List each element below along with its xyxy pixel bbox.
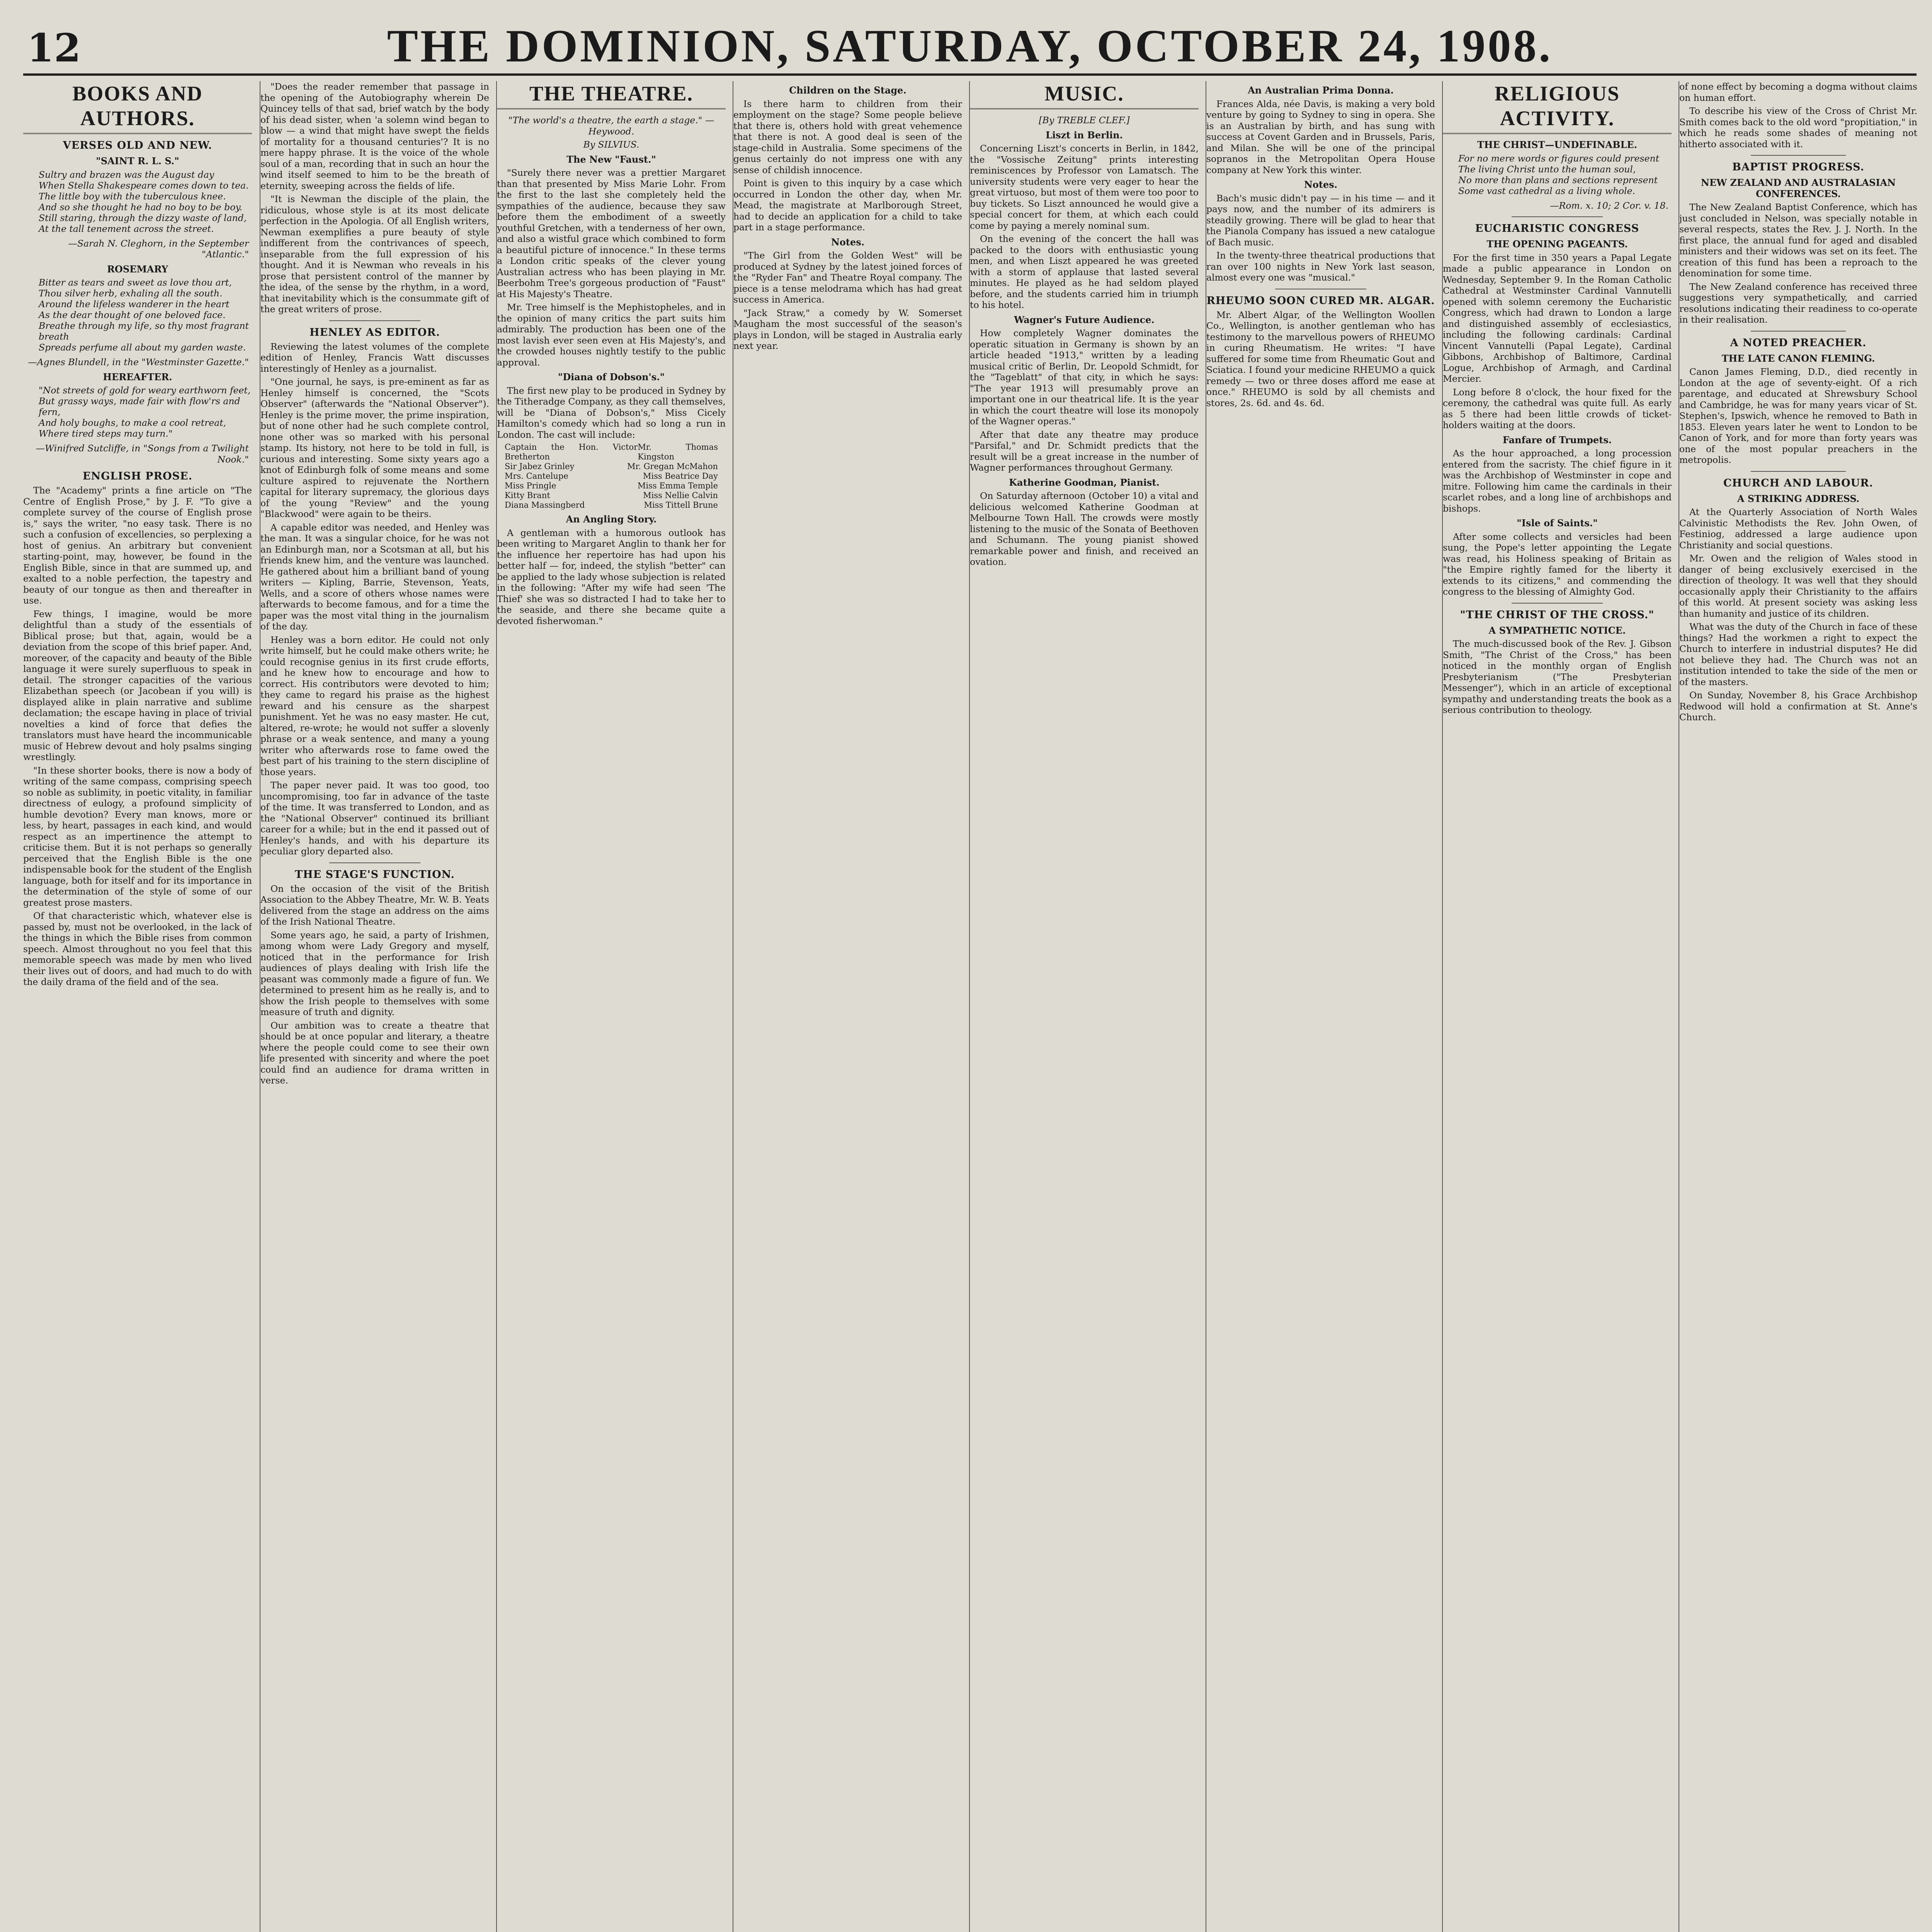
poem-line: Breathe through my life, so thy most fragrant breath [39, 320, 249, 342]
music-byline: [By TREBLE CLEF.] [1039, 115, 1130, 126]
baptist-heading: BAPTIST PROGRESS. [1732, 161, 1864, 173]
article-paragraph: As the hour approached, a long procession entered from the sacristy. The chief figure in it was the Archbishop of Westminster in cope and mitre. Following him came the cardinals in their scarlet robes, and a long line of archbishops and bishops. [1443, 448, 1672, 514]
divider [1751, 331, 1846, 332]
poem-line: Around the lifeless wanderer in the heart [39, 299, 230, 310]
article-paragraph: On Sunday, November 8, his Grace Archbishop Redwood will hold a confirmation at St. Anne's Church. [1679, 690, 1917, 723]
cast-role: Sir Jabez Grinley [505, 462, 575, 471]
theatre-section-title: THE THEATRE. [497, 81, 726, 109]
eucharistic-heading: EUCHARISTIC CONGRESS [1475, 223, 1639, 235]
goodman-heading: Katherine Goodman, Pianist. [1009, 476, 1160, 488]
poem-line: Some vast cathedral as a living whole. [1458, 185, 1635, 196]
angling-heading: An Angling Story. [566, 514, 657, 525]
article-paragraph: "One journal, he says, is pre-eminent as far as Henley himself is concerned, the "Scots Observer" (afterwards the "National Observer"). Henley is the prime mover, the prime inspiration, but of none other had he such complete control, none other was so marked with his personal stamp. Its history, not here to be told in full, is curious and interesting. Some sixty years ago a knot of Edinburgh folk of some means and some culture aspired to rejuvenate the Northern capital for literary supremacy, the glorious days of the young "Review" and the young "Blackwood" were again to be theirs. [260, 376, 489, 519]
article-paragraph: Mr. Owen and the religion of Wales stood in danger of being exclusively exercised in the direction of theology. It was well that they should occasionally apply their Christianity to the affairs of this world. At present society was asking less than humanity and justice of its children. [1679, 553, 1917, 619]
poem-title: "SAINT R. L. S." [96, 155, 179, 167]
henley-heading: HENLEY AS EDITOR. [310, 326, 440, 338]
poem-line: The living Christ unto the human soul, [1458, 163, 1636, 175]
rheumo-heading: RHEUMO SOON CURED MR. ALGAR. [1206, 294, 1435, 307]
fanfare-heading: Fanfare of Trumpets. [1502, 434, 1612, 446]
cast-row [505, 442, 718, 462]
divider [1751, 471, 1846, 472]
poem-line: At the tall tenement across the street. [39, 223, 214, 234]
article-paragraph: For the first time in 350 years a Papal Legate made a public appearance in London on Wednesday, September 9. In the Roman Catholic Cathedral at Westminster Cardinal Vannutelli opened with solemn ceremony the Eucharistic Congress, which had drawn to London a large and distinguished assembly of ecclesiastics, including the following cardinals: Cardinal Vincent Vannutelli (Papal Legate), Cardinal Gibbons, Archbishop of Baltimore, Cardinal Logue, Archbishop of Armagh, and Cardinal Mercier. [1443, 252, 1672, 384]
cast-row [505, 500, 718, 510]
poem-attribution: —Sarah N. Cleghorn, in the September "Atlantic." [68, 238, 249, 260]
article-paragraph: A gentleman with a humorous outlook has been writing to Margaret Anglin to thank her for the influence her repertoire has had upon his better half — for, indeed, the stylish "better" can be applied to the lady whose subjection is related in the following: "After my wife had seen 'The Thief' she was so distracted I had to take her to the seaside, and there she became quite a devoted fisherwoman." [497, 527, 726, 626]
poem-title: HEREAFTER. [103, 371, 172, 383]
article-paragraph: The first new play to be produced in Sydney by the Titheradge Company, as they call themselves, will be "Diana of Dobson's," Miss Cicely Hamilton's comedy which had so long a run in London. The cast will include: [497, 385, 726, 440]
article-paragraph: "Surely there never was a prettier Margaret than that presented by Miss Marie Lohr. From the first to the last she completely held the sympathies of the audience, because they saw before them the embodiment of a sweetly youthful Gretchen, with a tenderness of her own, and also a wistful grace which combined to form a beautiful picture of innocence." In these terms a London critic speaks of the clever young Australian actress who has been playing in Mr. Beerbohm Tree's gorgeous production of "Faust" at His Majesty's Theatre. [497, 167, 726, 299]
cast-role: Mrs. Cantelupe [505, 471, 568, 481]
cast-actor: Mr. Gregan McMahon [627, 462, 718, 471]
poem-line: Still staring, through the dizzy waste of land, [39, 212, 247, 223]
divider [1512, 603, 1603, 604]
article-paragraph: After that date any theatre may produce "Parsifal," and Dr. Schmidt predicts that the result will be a great increase in the number of Wagner performances throughout Germany. [970, 429, 1199, 473]
cast-actor: Miss Tittell Brune [644, 500, 718, 510]
poem-line: "Not streets of gold for weary earthworn feet, [39, 385, 251, 396]
isle-of-saints-heading: "Isle of Saints." [1517, 517, 1598, 529]
article-paragraph: At the Quarterly Association of North Wales Calvinistic Methodists the Rev. John Owen, of Festiniog, addressed a large audience upon Christianity and social questions. [1679, 507, 1917, 551]
theatre-notes-heading: Notes. [831, 236, 865, 248]
article-paragraph: Bach's music didn't pay — in his time — and it pays now, and the number of its admirers is steadily growing. There will be glad to hear that the Pianola Company has issued a new catalogue of Bach music. [1206, 192, 1435, 248]
religious-section-title: RELIGIOUS ACTIVITY. [1443, 81, 1672, 134]
page-number: 12 [27, 25, 81, 71]
poem-line: And so she thought he had no boy to be boy. [39, 201, 242, 213]
music-section-title: MUSIC. [970, 81, 1199, 109]
article-paragraph: The "Academy" prints a fine article on "The Centre of English Prose," by J. F. "To give a complete survey of the course of English prose is," says the writer, "no easy task. There is no such a confusion of excellencies, so perplexing a host of genius. An arbitrary but convenient starting-point, may, however, be found in the English Bible, since in that are summed up, and exalted to a noble perfection, the tapestry and beauty of our tongue as then and thereafter in use. [23, 485, 252, 606]
cast-actor: Miss Beatrice Day [643, 471, 718, 481]
article-paragraph: of none effect by becoming a dogma without claims on human effort. [1679, 81, 1917, 103]
divider [329, 862, 421, 863]
christ-of-cross-heading: "THE CHRIST OF THE CROSS." [1460, 609, 1655, 621]
poem-line: But grassy ways, made fair with flow'rs and fern, [39, 396, 240, 417]
divider [1751, 155, 1846, 156]
poem-attribution: —Winifred Sutcliffe, in "Songs from a Twilight Nook." [36, 443, 249, 465]
article-paragraph: On the occasion of the visit of the British Association to the Abbey Theatre, Mr. W. B. Yeats delivered from the stage an address on the aims of the Irish National Theatre. [260, 883, 489, 927]
page-columns [23, 81, 1917, 1932]
poem-line: No more than plans and sections represent [1458, 174, 1658, 185]
poem-line: When Stella Shakespeare comes down to tea. [39, 180, 249, 191]
poem-line: Where tired steps may turn." [39, 428, 173, 439]
wagner-heading: Wagner's Future Audience. [1014, 314, 1155, 325]
article-paragraph: Some years ago, he said, a party of Irishmen, among whom were Lady Gregory and myself, noticed that in the performance for Irish audiences of plays dealing with Irish life the peasant was commonly made a figure of fun. We determined to present him as he really is, and to show the Irish people to themselves with some measure of truth and dignity. [260, 929, 489, 1017]
cast-list [505, 442, 718, 510]
article-paragraph: "Does the reader remember that passage in the opening of the Autobiography wherein De Quincey tells of that sad, brief watch by the body of his dead sister, when 'a solemn wind began to blow — a wind that might have swept the fields of mortality for a thousand centuries'? It is no mere happy phrase. It is the voice of the whole soul of a man, recording that in such an hour the wind itself seemed to him to be the breath of eternity, sweeping across the fields of life. [260, 81, 489, 191]
theatre-byline: By SILVIUS. [583, 139, 639, 150]
article-paragraph: The paper never paid. It was too good, too uncompromising, too far in advance of the taste of the time. It was transferred to London, and as the "National Observer" continued its brilliant career for a while; but in the end it passed out of Henley's hands, and with his departure its peculiar glory departed also. [260, 780, 489, 857]
masthead [23, 15, 1917, 76]
poem-attribution: —Agnes Blundell, in the "Westminster Gazette." [28, 357, 249, 367]
article-paragraph: Canon James Fleming, D.D., died recently in London at the age of seventy-eight. Of a rich parentage, and educated at Shrewsbury School and Cambridge, he was for many years vicar of St. Stephen's, Ipswich, whence he removed to Bath in 1853. Eleven years later he went to London to be Canon of York, and for more than forty years was one of the most popular preachers in the metropolis. [1679, 366, 1917, 465]
article-paragraph: The New Zealand conference has received three suggestions very sympathetically, and carried resolutions indicating their readiness to co-operate in their realisation. [1679, 281, 1917, 325]
cast-actor: Mr. Thomas Kingston [638, 442, 718, 461]
preacher-heading: A NOTED PREACHER. [1730, 337, 1867, 349]
poem [39, 169, 252, 234]
article-paragraph: Frances Alda, née Davis, is making a very bold venture by going to Sydney to sing in opera. She is an Australian by birth, and has sung with success at Covent Garden and in Brussels, Paris, and Milan. She will be one of the principal sopranos in the Metropolitan Opera House company at New York this winter. [1206, 98, 1435, 175]
poem [1458, 153, 1672, 196]
preacher-subheading: THE LATE CANON FLEMING. [1721, 352, 1875, 364]
article-paragraph: "The Girl from the Golden West" will be produced at Sydney by the latest joined forces of the "Ryder Fan" and Theatre Royal company. The piece is a tense melodrama which has had great success in America. [733, 250, 962, 305]
children-stage-heading: Children on the Stage. [789, 85, 906, 96]
article-paragraph: In the twenty-three theatrical productions that ran over 100 nights in New York last season, almost every one was "musical." [1206, 250, 1435, 283]
poem-line: Sultry and brazen was the August day [39, 169, 214, 180]
prima-donna-heading: An Australian Prima Donna. [1248, 85, 1394, 96]
cast-role: Kitty Brant [505, 491, 550, 500]
verses-heading: VERSES OLD AND NEW. [63, 139, 213, 151]
cast-row [505, 462, 718, 471]
stage-function-heading: THE STAGE'S FUNCTION. [295, 868, 455, 881]
article-paragraph: After some collects and versicles had been sung, the Pope's letter appointing the Legate was read, his Holiness speaking of Britain as "the Empire rightly famed for the liberty it extends to its citizens," and commending the congress to the blessing of Almighty God. [1443, 531, 1672, 597]
cast-role: Diana Massingberd [505, 500, 585, 510]
column-books [23, 81, 252, 1932]
christ-of-cross-subheading: A SYMPATHETIC NOTICE. [1488, 624, 1626, 636]
article-paragraph: What was the duty of the Church in face of these things? Had the workmen a right to expect the Church to interfere in industrial disputes? He did not believe they had. The Church was not an institution intended to take the side of the men or of the masters. [1679, 621, 1917, 687]
new-faust-heading: The New "Faust." [566, 153, 656, 165]
column-henley [260, 81, 489, 1932]
article-paragraph: On Saturday afternoon (October 10) a vital and delicious welcomed Katherine Goodman at Melbourne Town Hall. The crowds were mostly listening to the music of the Sonata of Beethoven and Schumann. The young pianist showed remarkable power and finish, and received an ovation. [970, 490, 1199, 567]
poem-line: Thou silver herb, exhaling all the south. [39, 288, 223, 299]
poem-line: Bitter as tears and sweet as love thou art, [39, 277, 232, 288]
article-paragraph: The New Zealand Baptist Conference, which has just concluded in Nelson, was specially notable in several respects, states the Rev. J. J. North. In the first place, the annual fund for aged and disabled ministers and their widows was set on its feet. The creation of this fund has been a reproach to the denomination for some time. [1679, 202, 1917, 279]
article-paragraph: A capable editor was needed, and Henley was the man. It was a singular choice, for he was not an Edinburgh man, nor a Scotsman at all, but his friends knew him, and the venture was launched. He gathered about him a brilliant band of young writers — Kipling, Barrie, Stevenson, Yeats, Wells, and a score of others whose names were afterwards to become famous, and for a time the paper was the most vital thing in the journalism of the day. [260, 522, 489, 632]
column-music-a [969, 81, 1199, 1932]
article-paragraph: To describe his view of the Cross of Christ Mr. Smith comes back to the old word "propitiation," in which he reads some shades of meaning not hitherto associated with it. [1679, 105, 1917, 150]
poem-line: As the dear thought of one beloved face. [39, 310, 226, 320]
music-notes-heading: Notes. [1304, 179, 1338, 190]
theatre-motto: "The world's a theatre, the earth a stage." — Heywood. [508, 115, 714, 137]
dobsons-heading: "Diana of Dobson's." [558, 371, 665, 383]
article-paragraph: How completely Wagner dominates the operatic situation in Germany is shown by an article headed "1913," written by a leading musical critic of Berlin, Dr. Leopold Schmidt, for the "Tageblatt" of that city, in which he says: "The year 1913 will presumably prove an important one in our theatrical life. It is the year in which the court theatre will lose its monopoly of the Wagner operas." [970, 328, 1199, 427]
article-paragraph: Concerning Liszt's concerts in Berlin, in 1842, the "Vossische Zeitung" prints interesting reminiscences by Professor von Lamatsch. The university students were very eager to hear the great virtuoso, but most of them were too poor to buy tickets. So Liszt announced he would give a special concert for them, at which each could come by paying a merely nominal sum. [970, 143, 1199, 231]
column-religious [1442, 81, 1672, 1932]
divider [1512, 216, 1603, 217]
column-theatre-b [733, 81, 962, 1932]
article-paragraph: The much-discussed book of the Rev. J. Gibson Smith, "The Christ of the Cross," has been noticed in the monthly organ of English Presbyterianism ("The Presbyterian Messenger"), which in an article of exceptional sympathy and understanding treats the book as a serious contribution to theology. [1443, 638, 1672, 715]
poem-attribution: —Rom. x. 10; 2 Cor. v. 18. [1550, 200, 1668, 211]
poem-title: ROSEMARY [107, 263, 168, 275]
cast-row [505, 481, 718, 491]
column-theatre-a [496, 81, 726, 1932]
article-paragraph: Mr. Tree himself is the Mephistopheles, and in the opinion of many critics the part suits him admirably. The production has been one of the most lavish ever seen even at His Majesty's, and the crowded houses nightly testify to the public approval. [497, 302, 726, 368]
article-paragraph: On the evening of the concert the hall was packed to the doors with enthusiastic young men, and when Liszt appeared he was greeted with a storm of applause that lasted several minutes. He played as he had seldom played before, and the students carried him in triumph to his hotel. [970, 233, 1199, 310]
church-labour-heading: CHURCH AND LABOUR. [1723, 477, 1873, 489]
eucharistic-subheading: THE OPENING PAGEANTS. [1486, 238, 1628, 250]
poem-line: For no mere words or figures could present [1458, 153, 1660, 164]
english-prose-heading: ENGLISH PROSE. [82, 470, 193, 482]
poem-line: And holy boughs, to make a cool retreat, [39, 417, 226, 428]
newspaper-title: THE DOMINION, SATURDAY, OCTOBER 24, 1908. [387, 20, 1553, 71]
article-paragraph: "It is Newman the disciple of the plain, the ridiculous, whose style is at its most delicate perfection in the Apologia. Of all English writers, Newman exemplifies a pure beauty of style indifferent from the contrivances of speech, inseparable from the full expression of his thought. And it is Newman who reveals in his prose that persistent control of the manner by the idea, of the sense by the rhythm, in a word, that inevitability which is the consummate gift of the great writers of prose. [260, 194, 489, 315]
cast-actor: Miss Nellie Calvin [643, 491, 718, 500]
poem-line: Spreads perfume all about my garden waste. [39, 342, 246, 353]
article-paragraph: Our ambition was to create a theatre that should be at once popular and literary, a theatre where the people could come to see their own life presented with sincerity and where the poet could find an audience for drama written in verse. [260, 1020, 489, 1086]
books-section-title: BOOKS AND AUTHORS. [23, 81, 252, 134]
divider [329, 320, 421, 321]
cast-actor: Miss Emma Temple [637, 481, 718, 490]
advert-paragraph: Mr. Albert Algar, of the Wellington Woollen Co., Wellington, is another gentleman who has testimony to the marvellous powers of RHEUMO in curing Rheumatism. He writes: "I have suffered for some time from Rheumatic Gout and Sciatica. I found your medicine RHEUMO a quick remedy — two or three doses afford me ease at once." RHEUMO is sold by all chemists and stores, 2s. 6d. and 4s. 6d. [1206, 309, 1435, 408]
article-paragraph: Henley was a born editor. He could not only write himself, but he could make others write; he could recognise genius in its first crude efforts, and he knew how to encourage and how to correct. His contributors were devoted to him; they came to regard his praise as the highest reward and his censure as the sharpest punishment. Yet he was no easy master. He cut, altered, re-wrote; he would not suffer a slovenly phrase or a weak sentence, and many a young writer who afterwards rose to fame owed the best part of his training to the stern discipline of those years. [260, 634, 489, 777]
article-paragraph: Long before 8 o'clock, the hour fixed for the ceremony, the cathedral was quite full. As early as 5 there had been little crowds of ticket-holders waiting at the doors. [1443, 386, 1672, 430]
column-baptist [1679, 81, 1917, 1932]
article-paragraph: Few things, I imagine, would be more delightful than a study of the essentials of Biblical prose; but that, again, would be a deviation from the scope of this brief paper. And, moreover, of the capacity and beauty of the Bible language it were surely superfluous to speak in detail. The stronger capacities of the various Elizabethan speech (or Jacobean if you will) is displayed alike in plain narrative and sublime declamation; the escape having in place of trivial novelties a kind of force that defies the translators must have heard the incommunicable music of Hebrew devout and holy psalms singing wrestlingly. [23, 608, 252, 762]
poem [39, 385, 252, 439]
church-labour-subheading: A STRIKING ADDRESS. [1737, 493, 1860, 504]
poem-title: THE CHRIST—UNDEFINABLE. [1477, 139, 1637, 150]
article-paragraph: Is there harm to children from their employment on the stage? Some people believe that there is, others hold with great vehemence that there is not. A good deal is seen of the stage-child in Australia. Some specimens of the genus certainly do not impress one with any sense of childish innocence. [733, 98, 962, 175]
article-paragraph: Point is given to this inquiry by a case which occurred in London the other day, when Mr. Mead, the magistrate at Marlborough Street, had to decide an application for a child to take part in a stage performance. [733, 178, 962, 233]
poem [39, 277, 252, 353]
cast-role: Captain the Hon. Victor Bretherton [505, 442, 638, 461]
cast-row [505, 471, 718, 481]
article-paragraph: "Jack Straw," a comedy by W. Somerset Maugham the most successful of the season's plays in London, will be staged in Australia early next year. [733, 307, 962, 351]
baptist-subheading: NEW ZEALAND AND AUSTRALASIAN CONFERENCES. [1701, 177, 1896, 199]
article-paragraph: Reviewing the latest volumes of the complete edition of Henley, Francis Watt discusses interestingly of Henley as a journalist. [260, 341, 489, 374]
liszt-heading: Liszt in Berlin. [1046, 129, 1123, 141]
cast-role: Miss Pringle [505, 481, 556, 490]
column-music-b [1206, 81, 1435, 1932]
cast-row [505, 491, 718, 500]
article-paragraph: Of that characteristic which, whatever else is passed by, must not be overlooked, in the lack of the things in which the Bible rises from common speech. Almost throughout no you feel that this memorable speech was made by men who lived their lives out of doors, and had much to do with the daily drama of the field and of the sea. [23, 910, 252, 987]
poem-line: The little boy with the tuberculous knee. [39, 190, 226, 202]
article-paragraph: "In these shorter books, there is now a body of writing of the same compass, comprising speech so noble as sublimity, in poetic vitality, in familiar directness of eulogy, a profound simplicity of humble devotion? Every man knows, more or less, by heart, passages in each kind, and would respect as an impertinence the attempt to criticise them. But it is not perhaps so generally perceived that the English Bible is the one indispensable book for the student of the English language, both for itself and for its importance in the determination of the style of some of our greatest prose masters. [23, 765, 252, 908]
